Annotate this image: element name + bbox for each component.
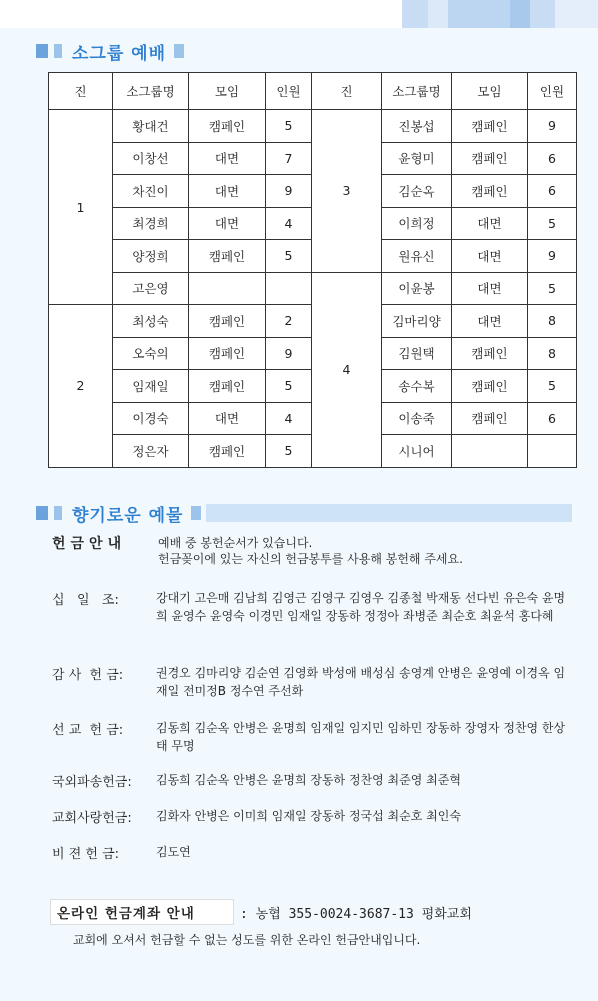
meeting-cell: 대면 [452,240,528,273]
count-cell: 5 [528,272,577,305]
notice-heading: 헌금안내 [52,536,127,552]
count-cell: 5 [528,207,577,240]
count-cell: 4 [266,207,312,240]
meeting-cell: 대면 [452,272,528,305]
offering-label: 비 젼 헌 금: [52,847,120,862]
offering-label: 국외파송헌금: [52,775,132,790]
worship-section-title [36,38,184,64]
offering-names: 김동희 김순옥 안병은 윤명희 장동하 정찬영 최준영 최준혁 [156,773,461,787]
meeting-cell: 대면 [189,175,266,208]
group-name-cell: 이경숙 [113,402,189,435]
offering-label: 선 교 헌 금: [52,723,124,738]
header-meeting: 모임 [189,73,266,110]
count-cell: 9 [528,110,577,143]
count-cell [266,272,312,305]
group-name-cell: 송수복 [382,370,452,403]
count-cell: 9 [266,175,312,208]
meeting-cell: 캠페인 [452,110,528,143]
title-bullet-icon [36,506,48,520]
group-name-cell: 양정희 [113,240,189,273]
header-group-name: 소그룹명 [113,73,189,110]
worship-title: 소그룹 예배 [72,43,167,64]
group-name-cell: 윤형미 [382,142,452,175]
meeting-cell: 캠페인 [452,402,528,435]
small-group-table [48,72,577,468]
offering-names: 김화자 안병은 이미희 임재일 장동하 정국섭 최순호 최인숙 [156,809,461,823]
meeting-cell: 대면 [189,142,266,175]
giving-section-title [36,500,201,526]
group-name-cell: 정은자 [113,435,189,468]
group-name-cell: 김순옥 [382,175,452,208]
count-cell: 9 [266,337,312,370]
group-name-cell: 김원택 [382,337,452,370]
count-cell: 5 [266,110,312,143]
header-count: 인원 [266,73,312,110]
group-name-cell: 시니어 [382,435,452,468]
count-cell: 8 [528,337,577,370]
online-account-number: : 농협 355-0024-3687-13 평화교회 [240,907,472,922]
meeting-cell: 캠페인 [189,337,266,370]
meeting-cell: 대면 [452,305,528,338]
count-cell: 4 [266,402,312,435]
meeting-cell: 캠페인 [189,435,266,468]
giving-title-bar [206,504,572,522]
group-name-cell: 이송죽 [382,402,452,435]
online-account-label: 온라인 헌금계좌 안내 [57,906,195,922]
title-bullet-icon [54,44,62,58]
online-account-box [50,899,234,925]
count-cell: 6 [528,175,577,208]
notice-line-1: 예배 중 봉헌순서가 있습니다. [158,536,313,550]
jin-cell: 3 [312,110,382,273]
count-cell: 5 [528,370,577,403]
offering-names: 김동희 김순옥 안병은 윤명희 임재일 임지민 임하민 장동하 장영자 정찬영 한상태 무명 [156,721,566,753]
title-bullet-icon [54,506,62,520]
group-name-cell: 원유신 [382,240,452,273]
group-name-cell: 차진이 [113,175,189,208]
table-row [49,272,577,305]
meeting-cell: 캠페인 [452,337,528,370]
offering-label: 십 일 조: [52,593,119,608]
jin-cell: 2 [49,305,113,468]
title-bullet-icon [36,44,48,58]
header-meeting: 모임 [452,73,528,110]
group-name-cell: 김마리양 [382,305,452,338]
jin-cell: 4 [312,272,382,467]
group-name-cell: 임재일 [113,370,189,403]
header-group-name: 소그룹명 [382,73,452,110]
meeting-cell: 캠페인 [189,370,266,403]
table-row [49,110,577,143]
header-jin: 진 [312,73,382,110]
group-name-cell: 이희정 [382,207,452,240]
meeting-cell: 캠페인 [452,142,528,175]
offering-label: 감 사 헌 금: [52,668,124,683]
offering-names: 김도연 [156,845,191,859]
table-header-row [49,73,577,110]
group-name-cell: 고은영 [113,272,189,305]
meeting-cell: 대면 [452,207,528,240]
group-name-cell: 최경희 [113,207,189,240]
offering-names: 강대기 고은매 김남희 김영근 김영구 김영우 김종철 박재동 선다빈 유은숙 윤명희 윤영수 윤영숙 이경민 임재일 장동하 정정아 좌병준 최순호 최윤석 홍다혜 [156,591,566,623]
title-bar-icon [174,44,184,58]
count-cell: 5 [266,370,312,403]
meeting-cell: 캠페인 [452,370,528,403]
meeting-cell: 대면 [189,207,266,240]
count-cell [528,435,577,468]
count-cell: 2 [266,305,312,338]
group-name-cell: 황대건 [113,110,189,143]
count-cell: 5 [266,240,312,273]
count-cell: 6 [528,142,577,175]
group-name-cell: 진봉섭 [382,110,452,143]
header-count: 인원 [528,73,577,110]
meeting-cell: 대면 [189,402,266,435]
group-name-cell: 오숙의 [113,337,189,370]
notice-line-2: 헌금꽂이에 있는 자신의 헌금봉투를 사용해 봉헌해 주세요. [158,552,463,566]
online-account-note: 교회에 오셔서 헌금할 수 없는 성도를 위한 온라인 헌금안내입니다. [73,933,421,947]
header-jin: 진 [49,73,113,110]
count-cell: 7 [266,142,312,175]
title-bar-icon [191,506,201,520]
group-name-cell: 이윤봉 [382,272,452,305]
count-cell: 5 [266,435,312,468]
giving-title: 향기로운 예물 [72,505,184,526]
count-cell: 9 [528,240,577,273]
meeting-cell: 캠페인 [189,240,266,273]
offering-names: 권경오 김마리양 김순연 김영화 박성애 배성심 송영계 안병은 윤영예 이경옥 임재일 전미정B 정수연 주선화 [156,666,566,698]
meeting-cell [452,435,528,468]
offering-label: 교회사랑헌금: [52,811,132,826]
count-cell: 8 [528,305,577,338]
meeting-cell [189,272,266,305]
meeting-cell: 캠페인 [452,175,528,208]
count-cell: 6 [528,402,577,435]
meeting-cell: 캠페인 [189,110,266,143]
jin-cell: 1 [49,110,113,305]
meeting-cell: 캠페인 [189,305,266,338]
group-name-cell: 이창선 [113,142,189,175]
top-decoration-bar [0,0,598,28]
group-name-cell: 최성숙 [113,305,189,338]
